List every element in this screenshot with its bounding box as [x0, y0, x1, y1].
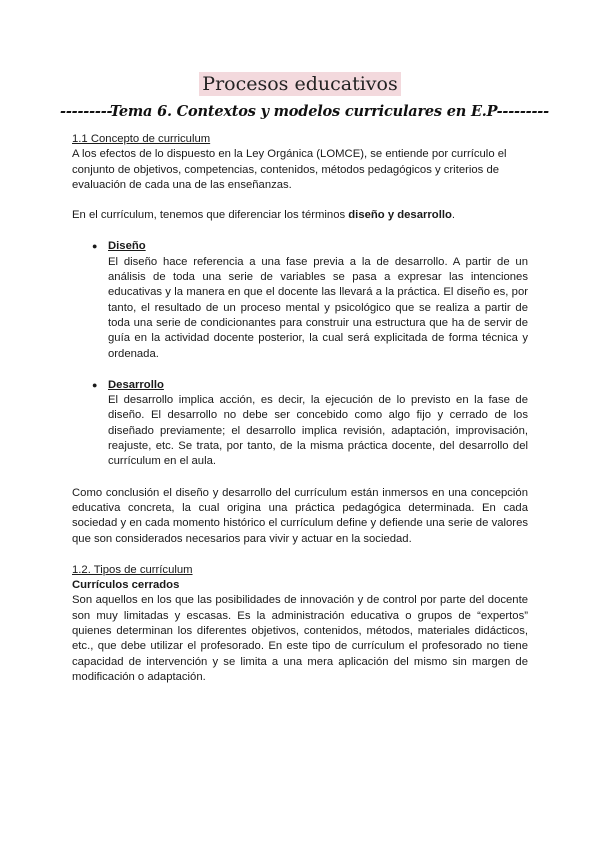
section-heading-tipos: 1.2. Tipos de currículum	[72, 563, 193, 576]
bullet-text-desarrollo: El desarrollo implica acción, es decir, la ejecución de lo previsto en la fase de diseño. El desarrollo no debe ser concebido como algo fijo y cerrado de los diseñado previamente; el desarrollo implica revisión, adaptación, improvisación, reajuste, etc. Se trata, por tanto, de la misma práctica docente, del desarrollo del currículum en el aula.	[108, 394, 528, 468]
section-heading-concepto: 1.1 Concepto de curriculum	[72, 133, 211, 145]
paragraph-diferenciar-bold: diseño y desarrollo	[348, 209, 452, 222]
paragraph-diferenciar-prefix: En el currículum, tenemos que diferenciar los términos	[72, 209, 349, 222]
paragraph-definicion: A los efectos de lo dispuesto en la Ley Orgánica (LOMCE), se entiende por currículo el conjunto de objetivos, competencias, contenidos, métodos pedagógicos y criterios de evaluación de cada una de las enseñanzas.	[72, 148, 507, 191]
bullet-text-diseno: El diseño hace referencia a una fase previa a la de desarrollo. A partir de un análisis de toda una serie de variables se pasa a expresar las intenciones educativas y la manera en que el docente las llevará a la práctica. El diseño es, por tanto, el resultado de un proceso mental y psicológico que se realiza a partir de toda una serie de condicionantes para construir una estructura que ha de servir de guía en la actividad docente posterior, la cual será explicitada de forma técnica y ordenada.	[108, 255, 528, 360]
page-subtitle: ---------Tema 6. Contextos y modelos curriculares en E.P---------	[60, 103, 549, 120]
paragraph-conclusion: Como conclusión el diseño y desarrollo del currículum están inmersos en una concepción educativa concreta, la cual origina una práctica pedagógica determinada. En cada sociedad y en cada momento histórico el currículum define y defiende una serie de valores que son considerados necesarios para vivir y actuar en la sociedad.	[72, 486, 528, 545]
document-body	[72, 132, 528, 685]
bullet-desarrollo	[72, 378, 528, 470]
title-wrap	[0, 72, 600, 96]
bullet-title-desarrollo: Desarrollo	[108, 378, 164, 391]
paragraph-diferenciar	[72, 208, 528, 223]
paragraph-diferenciar-suffix: .	[451, 209, 456, 222]
subheading-curriculos-cerrados	[72, 578, 528, 593]
bullet-diseno	[72, 239, 528, 361]
bullet-title-diseno: Diseño	[108, 240, 146, 253]
bullet-dot-icon: ●	[92, 241, 98, 252]
subheading-curriculos-cerrados-text: Currículos cerrados	[72, 579, 180, 592]
bullet-dot-icon: ●	[92, 379, 98, 390]
paragraph-curriculos-cerrados: Son aquellos en los que las posibilidades de innovación y de control por parte del docente son muy limitadas y escasas. Es la administración educativa o grupos de “expertos” quienes determinan los diferentes objetivos, contenidos, métodos, materiales didácticos, etc., que debe utilizar el profesorado. En este tipo de currículum el profesorado no tiene capacidad de intervención y se limita a una mera aplicación del mismo sin margen de modificación o adaptación.	[72, 594, 528, 683]
page-title: Procesos educativos	[199, 72, 400, 96]
